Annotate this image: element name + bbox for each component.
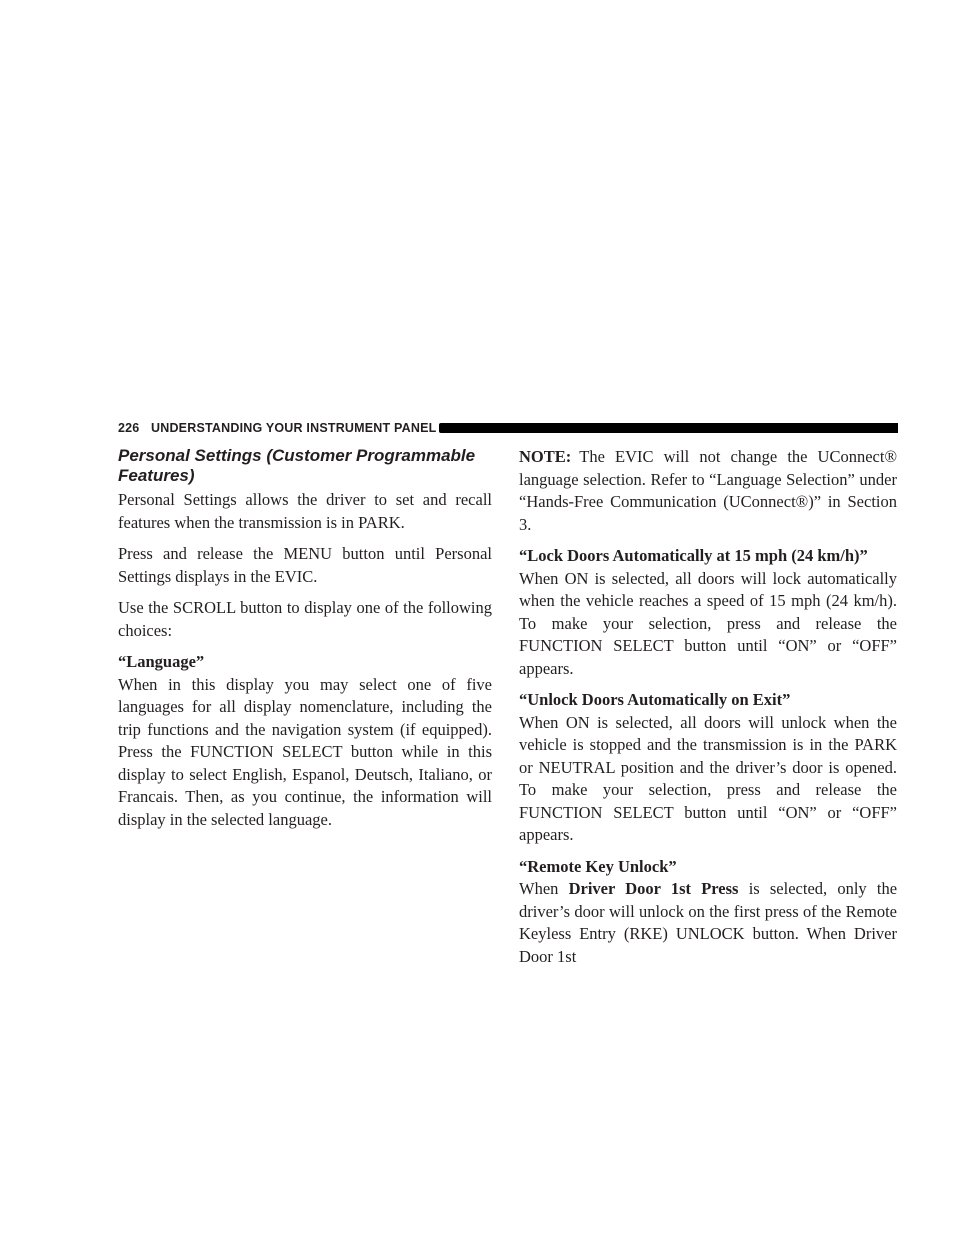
unlock-doors-paragraph: When ON is selected, all doors will unlock when the vehicle is stopped and the transmission is in the PARK or NEUTRAL position and the driver’s door is opened. To make your selection, press and release the FUNCTION SELECT button until “ON” or “OFF” appears. (519, 712, 897, 844)
page-header (118, 418, 898, 438)
remote-key-heading: “Remote Key Unlock” (519, 856, 677, 876)
menu-paragraph: Press and release the MENU button until Personal Settings displays in the EVIC. (118, 544, 492, 586)
personal-settings-heading (118, 446, 492, 486)
note-text: The EVIC will not change the UConnect® language selection. Refer to “Language Selection” under “Hands-Free Communication (UConnect®)” in Section 3. (519, 447, 897, 534)
remote-key-paragraph (519, 878, 897, 968)
intro-paragraph: Personal Settings allows the driver to set and recall features when the transmission is in PARK. (118, 490, 492, 532)
page-number: 226 (118, 421, 140, 435)
header-rule (439, 423, 898, 433)
scroll-paragraph: Use the SCROLL button to display one of the following choices: (118, 598, 492, 640)
heading-line-1: Personal Settings (Customer Programmable (118, 446, 476, 465)
note-label: NOTE: (519, 447, 572, 466)
lock-doors-paragraph: When ON is selected, all doors will lock automatically when the vehicle reaches a speed of 15 mph (24 km/h). To make your selection, press and release the FUNCTION SELECT button until “ON” or “OFF” appears. (519, 568, 897, 678)
note-paragraph (519, 446, 897, 536)
heading-line-2: Features) (118, 466, 195, 485)
language-heading: “Language” (118, 652, 205, 671)
right-column (519, 446, 897, 977)
remote-text: is selected, only the driver’s door will unlock on the first press of the Remote Keyless Entry (RKE) UNLOCK button. When Driver Door 1st (519, 879, 898, 966)
unlock-doors-heading: “Unlock Doors Automatically on Exit” (519, 690, 791, 709)
left-column (118, 446, 492, 840)
section-title: UNDERSTANDING YOUR INSTRUMENT PANEL (151, 421, 437, 435)
lock-doors-heading: “Lock Doors Automatically at 15 mph (24 km/h)” (519, 546, 868, 565)
language-paragraph: When in this display you may select one of five languages for all display nomenclature, including the trip functions and the navigation system (if equipped). Press the FUNCTION SELECT button while in this display to select English, Espanol, Deutsch, Italiano, or Francais. Then, as you continue, the information will display in the selected language. (118, 674, 492, 829)
remote-bold-term: Driver Door 1st Press (568, 879, 739, 898)
remote-when: When (519, 879, 559, 898)
